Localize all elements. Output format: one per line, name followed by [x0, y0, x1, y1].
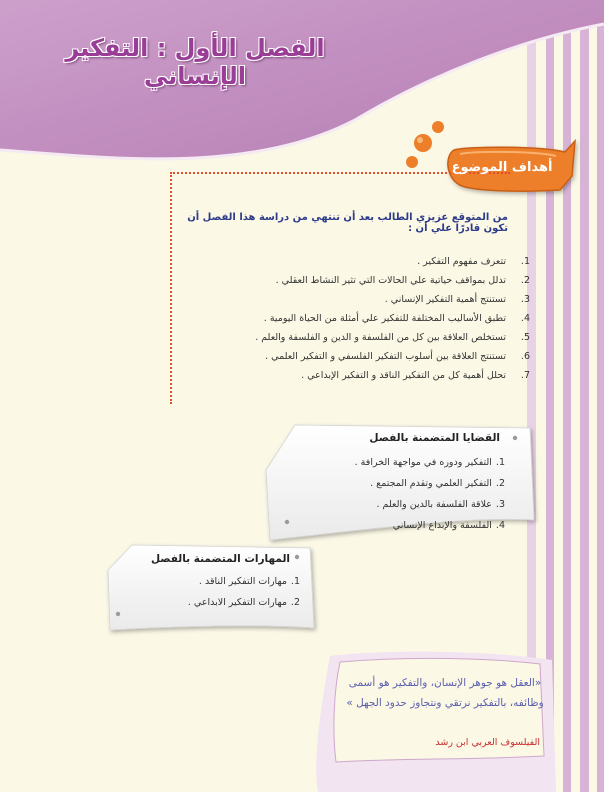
item-number: 2. — [520, 275, 530, 286]
item-text: تدلل بمواقف حياتية علي الحالات التي تثير النشاط العقلي . — [275, 275, 506, 286]
objective-item — [180, 347, 530, 366]
objectives-badge-label: أهداف الموضوع — [451, 160, 553, 175]
item-text: تستخلص العلاقة بين كل من الفلسفة و الدين و الفلسفة والعلم . — [255, 332, 506, 343]
item-text: الفلسفة والإبداع الإنساني — [392, 520, 492, 531]
issue-item — [260, 494, 505, 515]
objective-item — [180, 328, 530, 347]
issue-item — [260, 515, 505, 536]
item-text: التفكير ودوره في مواجهة الخرافة . — [354, 457, 492, 468]
item-text: مهارات التفكير الابداعي . — [187, 597, 287, 608]
objectives-intro: من المتوقع عزيزي الطالب بعد أن تنتهي من دراسة هذا الفصل أن تكون قادرًا علي أن : — [187, 212, 508, 234]
item-text: تطبق الأساليب المختلفة للتفكير علي أمثلة من الحياة اليومية . — [263, 313, 506, 324]
chapter-title: الفصل الأول : التفكير الإنساني — [65, 34, 325, 90]
item-number: 3. — [495, 499, 505, 510]
decorative-circles — [406, 121, 444, 168]
quote-author: الفيلسوف العربي ابن رشد — [435, 737, 540, 748]
issue-item — [260, 452, 505, 473]
item-number: 7. — [520, 370, 530, 381]
skill-item — [110, 571, 300, 592]
item-text: تتعرف مفهوم التفكير . — [417, 256, 506, 267]
objective-item — [180, 271, 530, 290]
objective-item — [180, 366, 530, 385]
objective-item — [180, 309, 530, 328]
item-text: تحلل أهمية كل من التفكير الناقد و التفكير الإبداعي . — [301, 370, 506, 381]
item-number: 3. — [520, 294, 530, 305]
skills-title: المهارات المتضمنة بالفصل — [151, 553, 290, 565]
item-text: علاقة الفلسفة بالدين والعلم . — [376, 499, 492, 510]
objectives-list — [180, 252, 530, 385]
item-number: 5. — [520, 332, 530, 343]
item-number: 6. — [520, 351, 530, 362]
objective-item — [180, 290, 530, 309]
item-number: 1. — [520, 256, 530, 267]
issues-list — [260, 452, 505, 536]
skill-item — [110, 592, 300, 613]
item-text: مهارات التفكير الناقد . — [198, 576, 287, 587]
item-number: 4. — [520, 313, 530, 324]
header-wave — [0, 0, 604, 159]
item-number: 1. — [290, 576, 300, 587]
quote-text: «العقل هو جوهر الإنسان، والتفكير هو أسمى وظائفه، بالتفكير نرتقي ونتجاوز حدود الجهل » — [346, 677, 544, 709]
item-number: 4. — [495, 520, 505, 531]
item-text: التفكير العلمي وتقدم المجتمع . — [370, 478, 492, 489]
item-number: 2. — [495, 478, 505, 489]
skills-list — [110, 571, 300, 613]
item-number: 1. — [495, 457, 505, 468]
issue-item — [260, 473, 505, 494]
item-text: تستنتج أهمية التفكير الإنساني . — [384, 294, 506, 305]
item-number: 2. — [290, 597, 300, 608]
issues-title: القضايا المتضمنة بالفصل — [369, 432, 500, 444]
item-text: تستنتج العلاقة بين أسلوب التفكير الفلسفي و التفكير العلمي . — [265, 351, 506, 362]
objective-item — [180, 252, 530, 271]
